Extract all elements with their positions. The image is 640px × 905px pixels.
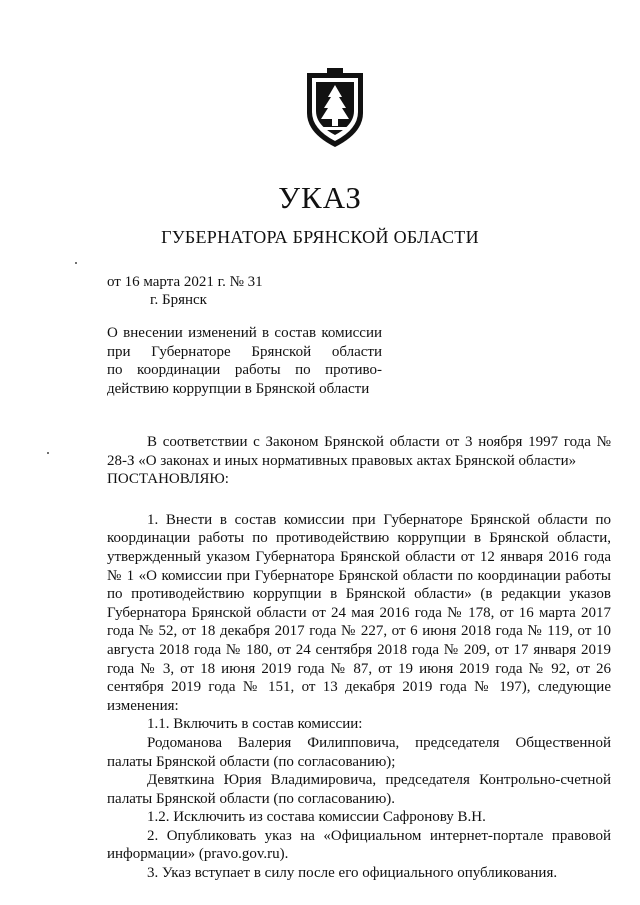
document-title: УКАЗ (278, 180, 362, 215)
item-1: 1. Внести в состав комиссии при Губернаторе Брянской области по координации работы по противодействию коррупции в Брянской области, утвержденный указом Губернатора Брянской области от 12 января 2016 года № 1 «О комиссии при Губернаторе Брянской области по координации работы по противодействию коррупции в Брянской области» (в редакции указов Губернатора Брянской области от 24 мая 2016 года № 178, от 16 марта 2017 года № 52, от 18 декабря 2017 года № 227, от 6 июня 2018 года № 119, от 10 августа 2018 года № 180, от 24 сентября 2018 года № 209, от 17 января 2019 года № 3, от 18 июня 2019 года № 87, от 19 июня 2019 года № 92, от 26 сентября 2019 года № 151, от 13 декабря 2019 года № 197), следующие изменения: (107, 511, 611, 714)
item-2: 2. Опубликовать указ на «Официальном интернет-портале правовой информации» (pravo.gov.ru). (107, 827, 611, 863)
item-3: 3. Указ вступает в силу после его официального опубликования. (147, 865, 558, 882)
resolution-word: ПОСТАНОВЛЯЮ: (107, 471, 229, 488)
subject-line: по координации работы по противо- (107, 362, 382, 378)
date-and-number: от 16 марта 2021 г. № 31 (107, 274, 263, 290)
scan-speck (75, 262, 77, 264)
member-1: Родоманова Валерия Филипповича, председателя Общественной палаты Брянской области (по согласованию); (107, 734, 611, 770)
city: г. Брянск (150, 292, 207, 308)
preamble: В соответствии с Законом Брянской области от 3 ноября 1997 года № 28-З «О законах и иных нормативных правовых актах Брянской области» (107, 434, 611, 469)
scan-speck (47, 452, 49, 454)
issuer-title: ГУБЕРНАТОРА БРЯНСКОЙ ОБЛАСТИ (161, 227, 479, 247)
item-1-2: 1.2. Исключить из состава комиссии Сафронову В.Н. (147, 809, 486, 826)
item-1-1: 1.1. Включить в состав комиссии: (147, 716, 363, 733)
subject-line: при Губернаторе Брянской области (107, 343, 382, 360)
member-2: Девяткина Юрия Владимировича, председателя Контрольно-счетной палаты Брянской области (по согласованию). (107, 772, 611, 807)
subject-line: О внесении изменений в состав комиссии (107, 325, 382, 341)
bryansk-coat-of-arms-icon (303, 67, 367, 151)
decree-body (107, 433, 611, 883)
decree-subject (107, 324, 382, 398)
subject-line: действию коррупции в Брянской области (107, 380, 370, 397)
